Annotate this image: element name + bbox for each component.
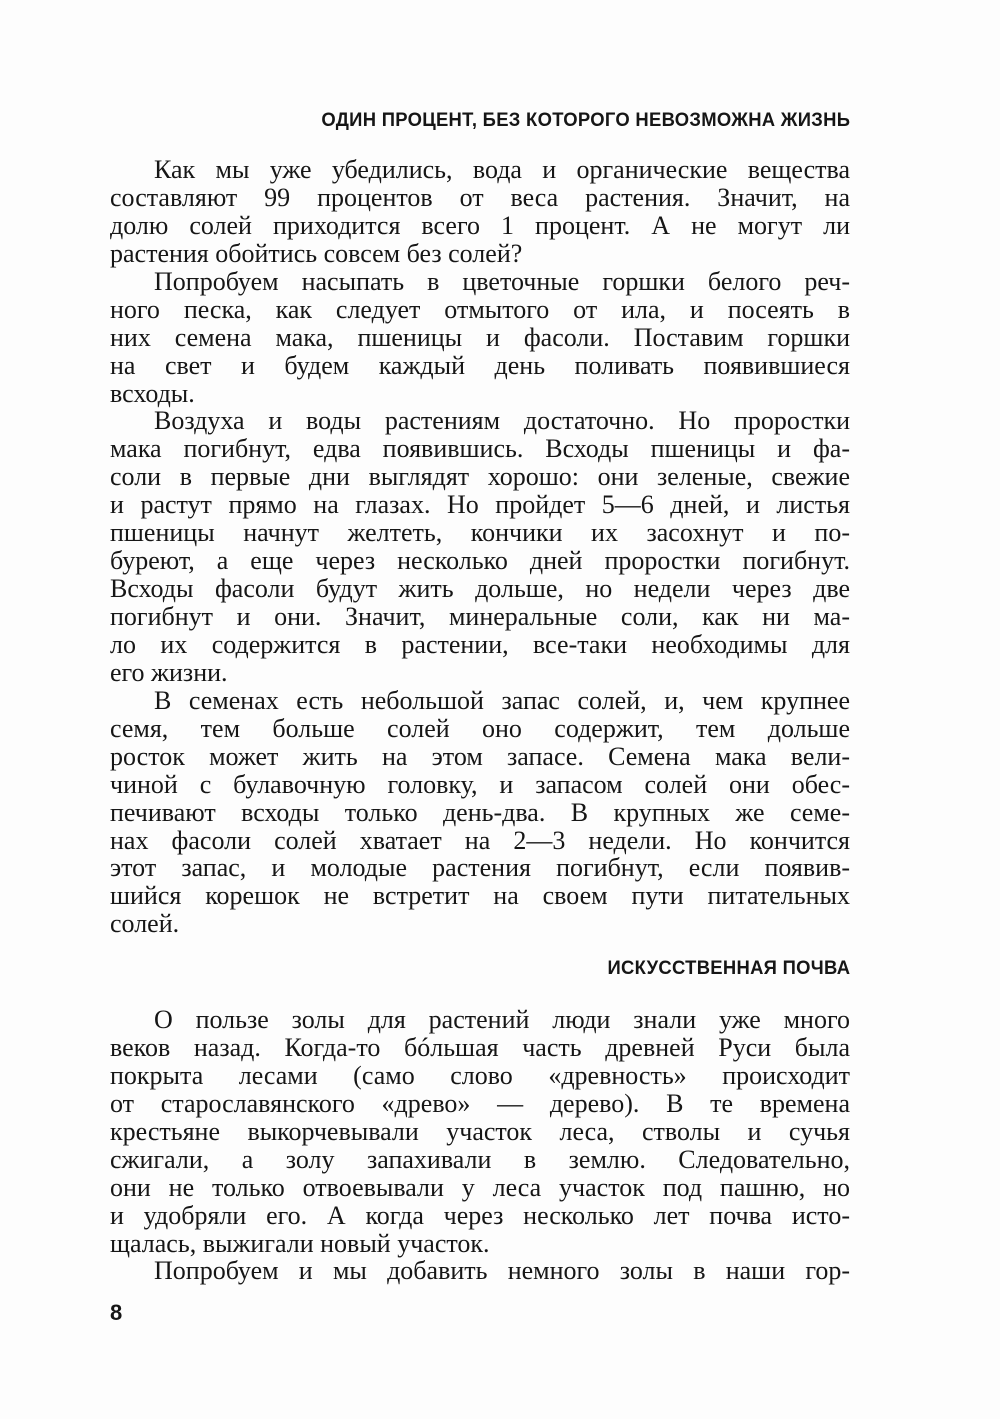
text-line: растения обойтись совсем без солей? [110, 238, 523, 268]
text-line: составляют 99 процентов от веса растения. Значит, на [110, 182, 850, 212]
text-line: веков назад. Когда-то бóльшая часть древней Руси была [110, 1032, 850, 1062]
text-line: солей. [110, 909, 180, 939]
text-line: и удобряли его. А когда через несколько лет почва исто- [110, 1200, 850, 1230]
text-line: печивают всходы только день-два. В крупных же семе- [110, 797, 850, 827]
text-line: этот запас, и молодые растения погибнут, если появив- [110, 853, 850, 883]
text-line: они не только отвоевывали у леса участок под пашню, но [110, 1172, 850, 1202]
text-line: чиной с булавочную головку, и запасом солей они обес- [110, 769, 850, 799]
text-line: на свет и будем каждый день поливать появившиеся [110, 350, 850, 380]
text-line: О пользе золы для растений люди знали уже много [154, 1005, 850, 1034]
text-line: от старославянского «древо» — дерево). В те времена [110, 1088, 850, 1118]
page-number: 8 [110, 1300, 123, 1325]
text-line: крестьяне выкорчевывали участок леса, стволы и сучья [110, 1116, 850, 1146]
text-line: Попробуем насыпать в цветочные горшки белого реч- [154, 266, 850, 296]
text-line: шийся корешок не встретит на своем пути питательных [110, 881, 850, 911]
text-line: пшеницы начнут желтеть, кончики их засохнут и по- [110, 518, 850, 548]
text-line: его жизни. [110, 657, 228, 687]
text-line: В семенах есть небольшой запас солей, и, чем крупнее [154, 685, 850, 715]
text-line: Всходы фасоли будут жить дольше, но недели через две [110, 574, 850, 604]
text-line: долю солей приходится всего 1 процент. А не могут ли [110, 210, 850, 240]
text-line: сжигали, а золу запахивали в землю. Следовательно, [110, 1144, 850, 1174]
text-line: ло их содержится в растении, все-таки необходимы для [110, 629, 850, 659]
text-line: них семена мака, пшеницы и фасоли. Поставим горшки [110, 322, 850, 352]
section-heading: ИСКУССТВЕННАЯ ПОЧВА [607, 958, 850, 979]
text-line: нах фасоли солей хватает на 2—3 недели. Но кончится [110, 825, 850, 855]
text-line: погибнут и они. Значит, минеральные соли, как ни ма- [110, 602, 850, 631]
section-heading: ОДИН ПРОЦЕНТ, БЕЗ КОТОРОГО НЕВОЗМОЖНА ЖИЗНЬ [321, 110, 850, 131]
text-line: росток может жить на этом запасе. Семена мака вели- [110, 741, 850, 771]
text-line: мака погибнут, едва появившись. Всходы пшеницы и фа- [110, 434, 850, 464]
text-line: Как мы уже убедились, вода и органические вещества [154, 155, 850, 184]
text-line: всходы. [110, 378, 195, 408]
text-line: щалась, выжигали новый участок. [110, 1228, 490, 1258]
text-line: буреют, а еще через несколько дней проростки погибнут. [110, 546, 850, 576]
text-line: семя, тем больше солей оно содержит, тем дольше [110, 713, 850, 743]
text-line: Воздуха и воды растениям достаточно. Но проростки [154, 406, 850, 436]
text-line: Попробуем и мы добавить немного золы в наши гор- [154, 1256, 850, 1286]
text-line: соли в первые дни выглядят хорошо: они зеленые, свежие [110, 462, 850, 492]
text-line: и растут прямо на глазах. Но пройдет 5—6 дней, и листья [110, 490, 850, 520]
section-body [110, 1006, 850, 1285]
text-line: ного песка, как следует отмытого от ила, и посеять в [110, 294, 850, 324]
section-body [110, 156, 850, 938]
text-line: покрыта лесами (само слово «древность» происходит [110, 1060, 850, 1090]
